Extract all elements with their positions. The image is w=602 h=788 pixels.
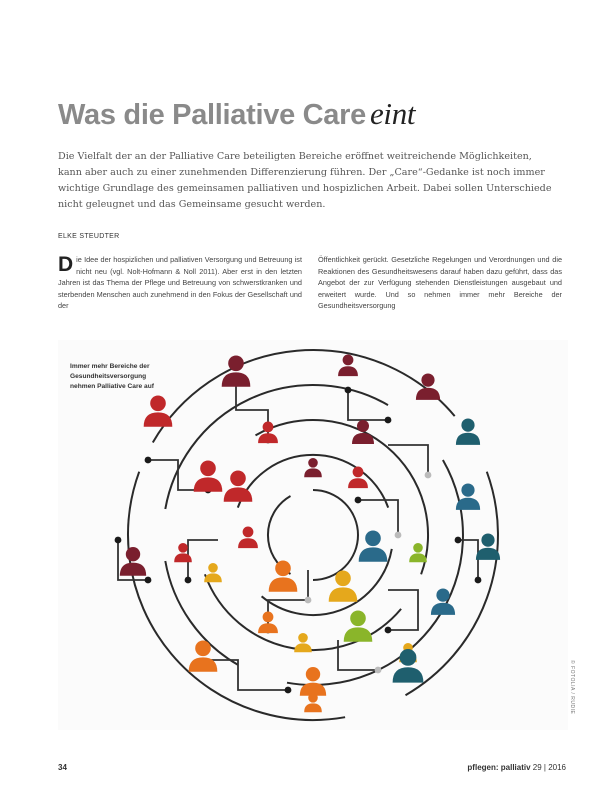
person-figure — [409, 543, 427, 562]
person-figure — [456, 484, 480, 510]
person-figure — [120, 547, 146, 576]
network-node-dot — [285, 687, 292, 694]
network-node-dot — [425, 472, 432, 479]
article-title — [58, 96, 415, 132]
person-body — [294, 643, 312, 652]
ring-arc — [153, 350, 455, 442]
person-head — [230, 471, 246, 487]
person-head — [343, 355, 354, 366]
person-head — [461, 419, 474, 432]
ring-arc — [406, 472, 498, 696]
person-head — [308, 693, 318, 703]
person-head — [353, 467, 364, 478]
person-body — [194, 477, 223, 491]
person-body — [348, 478, 368, 488]
network-illustration — [58, 340, 568, 730]
person-body — [258, 623, 278, 633]
person-body — [258, 433, 278, 443]
person-figure — [416, 374, 440, 400]
person-figure — [269, 561, 298, 592]
person-figure — [338, 355, 358, 377]
person-head — [263, 612, 274, 623]
network-node-dot — [305, 597, 312, 604]
person-head — [413, 543, 423, 553]
person-body — [456, 433, 480, 445]
person-head — [461, 484, 474, 497]
person-head — [195, 641, 211, 657]
person-head — [150, 396, 166, 412]
person-head — [306, 667, 320, 681]
person-body — [359, 547, 388, 561]
person-body — [338, 366, 358, 376]
body-column-2: Öffentlichkeit gerückt. Gesetzliche Regelungen und Verordnungen und die Reaktionen des Gesundheitswesens darauf haben dazu geführt, dass das Angebot der zur Verfügung stehenden Dienstleistungen ausgebaut und erweitert wurde. Und so nehmen immer mehr Bereiche der Gesundheitsversorgung — [318, 255, 562, 310]
person-figure — [476, 534, 500, 560]
connector-line — [358, 500, 398, 535]
network-node-dot — [145, 577, 152, 584]
person-figure — [456, 419, 480, 445]
network-node-dot — [345, 387, 352, 394]
ring-arc — [256, 420, 429, 574]
person-body — [120, 563, 146, 576]
network-node-dot — [115, 537, 122, 544]
person-head — [243, 527, 254, 538]
ring-arc — [287, 460, 463, 685]
person-head — [228, 356, 244, 372]
person-body — [222, 372, 251, 386]
network-node-dot — [475, 577, 482, 584]
person-head — [126, 547, 140, 561]
person-figure — [393, 649, 424, 683]
photo-credit: © FOTOLIA / RUDIE — [569, 660, 575, 715]
person-figure — [224, 471, 253, 502]
person-head — [335, 571, 351, 587]
person-head — [365, 531, 381, 547]
person-figure — [144, 396, 173, 427]
magazine-name: pflegen: palliativ — [467, 763, 531, 772]
person-head — [357, 420, 369, 432]
person-head — [308, 458, 318, 468]
person-body — [393, 667, 424, 682]
body-column-1 — [58, 254, 302, 312]
person-figure — [344, 611, 373, 642]
person-body — [144, 412, 173, 426]
network-node-dot — [185, 577, 192, 584]
magazine-issue — [467, 763, 566, 772]
title-accent: eint — [369, 96, 416, 131]
person-body — [409, 553, 427, 562]
person-figure — [359, 531, 388, 562]
person-figure — [348, 467, 368, 489]
figure-caption: Immer mehr Bereiche der Gesundheitsversorgung nehmen Palliative Care auf — [70, 363, 154, 390]
person-body — [238, 538, 258, 548]
person-head — [481, 534, 494, 547]
connector-line — [338, 640, 378, 670]
person-body — [204, 573, 222, 582]
person-figure — [258, 612, 278, 634]
person-body — [304, 703, 322, 712]
network-node-dot — [455, 537, 462, 544]
person-figure — [300, 667, 326, 696]
article-lead: Die Vielfalt der an der Palliative Care beteiligten Bereiche eröffnet weitreichende Möglichkeiten, kann aber auch zu einer zunehmenden Differenzierung führen. Der „Care“-Gedanke ist noch immer wichtige Grundlage des gemeinsamen palliativen und hospizlichen Arbeit. Dabei sollen Unterschiede nicht geleugnet und das Gemeinsame gesucht werden. — [58, 151, 552, 210]
network-node-dot — [385, 417, 392, 424]
ring-arc — [313, 490, 358, 580]
person-figure — [352, 420, 374, 444]
network-node-dot — [355, 497, 362, 504]
person-head — [298, 633, 308, 643]
body-text-1: ie Idee der hospizlichen und palliativen Versorgung und Betreuung ist nicht neu (vgl. Nolt-Hofmann & Noll 2011). Aber erst in den letzten Jahren ist das Thema der Pflege und Betreuung von schwerstkranken und sterbenden Menschen auch zunehmend in den Fokus der Gesellschaft und der — [58, 255, 302, 310]
person-figure — [194, 461, 223, 492]
person-figure — [304, 458, 322, 477]
author-name: ELKE STEUDTER — [58, 233, 120, 240]
connector-line — [208, 660, 288, 690]
person-figure — [304, 693, 322, 712]
person-body — [269, 577, 298, 591]
person-figure — [204, 563, 222, 582]
page-number: 34 — [58, 763, 67, 772]
network-graphic — [58, 340, 568, 730]
network-node-dot — [145, 457, 152, 464]
person-head — [178, 543, 188, 553]
person-head — [400, 649, 417, 666]
connector-line — [388, 590, 418, 630]
person-head — [421, 374, 434, 387]
person-head — [263, 422, 274, 433]
person-figure — [174, 543, 192, 562]
network-node-dot — [385, 627, 392, 634]
person-body — [344, 627, 373, 641]
person-head — [436, 589, 449, 602]
person-body — [304, 468, 322, 477]
person-head — [200, 461, 216, 477]
person-body — [416, 388, 440, 400]
person-body — [329, 587, 358, 601]
person-head — [208, 563, 218, 573]
person-figure — [294, 633, 312, 652]
person-head — [275, 561, 291, 577]
issue-number: 29 | 2016 — [532, 763, 566, 772]
person-body — [174, 553, 192, 562]
drop-cap: D — [58, 253, 74, 276]
person-figure — [238, 527, 258, 549]
person-figure — [189, 641, 218, 672]
network-node-dot — [395, 532, 402, 539]
network-node-dot — [375, 667, 382, 674]
person-head — [350, 611, 366, 627]
person-body — [431, 603, 455, 615]
title-main: Was die Palliative Care — [58, 99, 366, 131]
